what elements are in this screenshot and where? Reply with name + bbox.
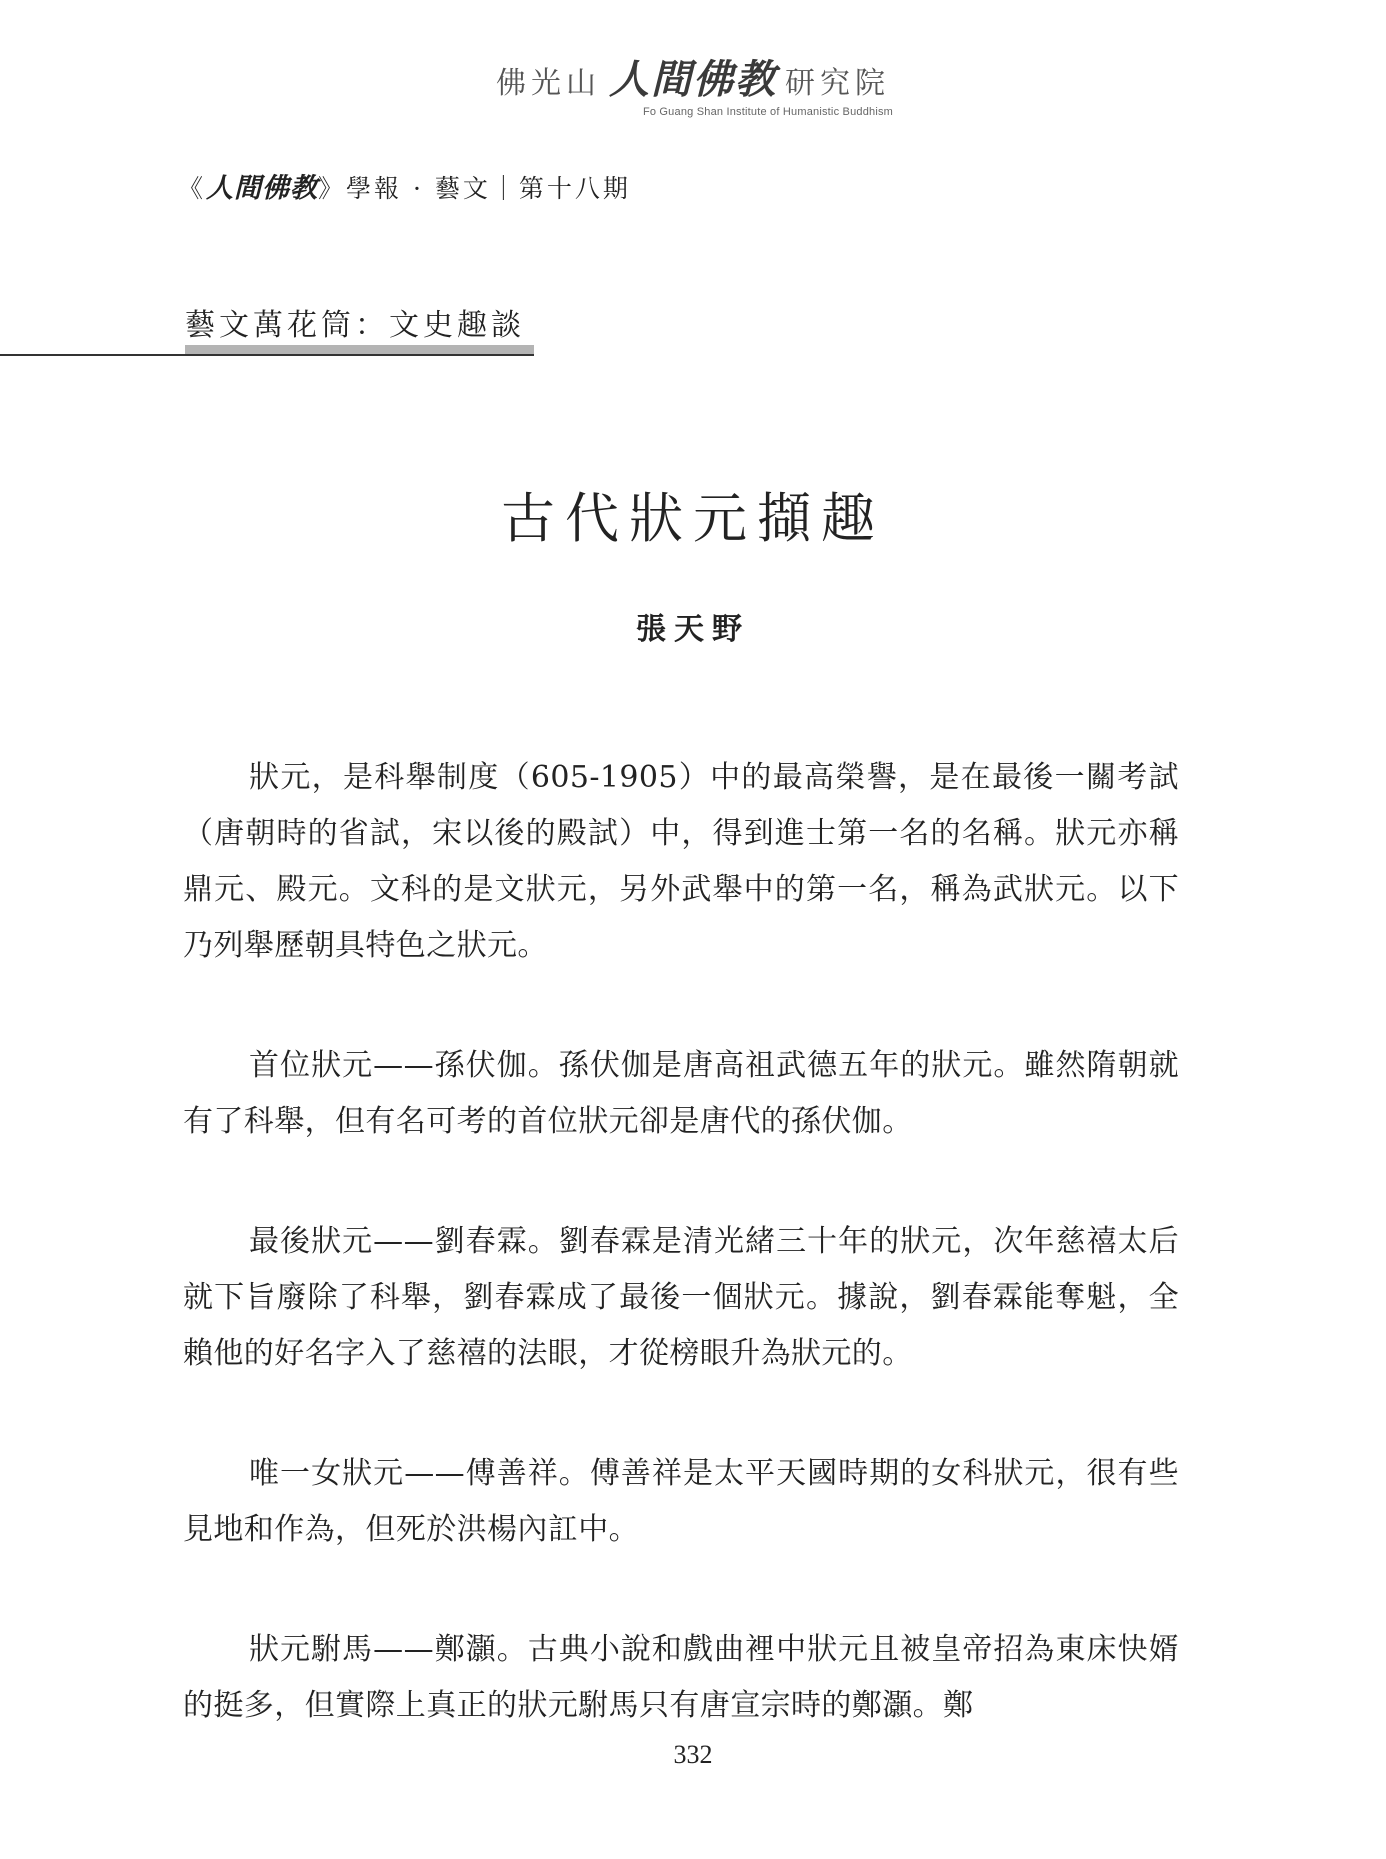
journal-logo-calligraphy: 人間佛教	[206, 173, 319, 204]
article-author: 張天野	[636, 612, 750, 647]
body-paragraph: 最後狀元——劉春霖。劉春霖是清光緒三十年的狀元，次年慈禧太后就下旨廢除了科舉，劉春霖成了最後一個狀元。據說，劉春霖能奪魁，全賴他的好名字入了慈禧的法眼，才從榜眼升為狀元的。	[183, 1224, 1179, 1371]
article-body	[183, 750, 1179, 1734]
journal-open-bracket: 《	[178, 174, 207, 203]
body-paragraph: 首位狀元——孫伏伽。孫伏伽是唐高祖武德五年的狀元。雖然隋朝就有了科舉，但有名可考的首位狀元卻是唐代的孫伏伽。	[183, 1048, 1179, 1139]
body-paragraph: 唯一女狀元——傅善祥。傅善祥是太平天國時期的女科狀元，很有些見地和作為，但死於洪楊內訌中。	[183, 1456, 1179, 1547]
section-title: 藝文萬花筒：文史趣談	[185, 308, 525, 343]
institute-name-english: Fo Guang Shan Institute of Humanistic Buddhism	[642, 106, 894, 118]
article-title: 古代狀元擷趣	[501, 487, 885, 550]
page-number: 332	[673, 1740, 713, 1769]
section-underline-rule	[0, 354, 534, 356]
journal-issue-info: 》學報 · 藝文｜第十八期	[318, 174, 631, 203]
institute-logo-calligraphy: 人間佛教	[609, 56, 777, 103]
institute-name-right: 研究院	[785, 66, 890, 101]
section-heading	[185, 300, 525, 354]
institute-name-left: 佛光山	[496, 66, 601, 101]
institute-header	[0, 56, 1386, 118]
journal-running-head	[178, 166, 631, 205]
body-paragraph: 狀元駙馬——鄭灝。古典小說和戲曲裡中狀元且被皇帝招為東床快婿的挺多，但實際上真正的狀元駙馬只有唐宣宗時的鄭灝。鄭	[183, 1632, 1179, 1723]
body-paragraph: 狀元，是科舉制度（605-1905）中的最高榮譽，是在最後一關考試（唐朝時的省試，宋以後的殿試）中，得到進士第一名的名稱。狀元亦稱鼎元、殿元。文科的是文狀元，另外武舉中的第一名，稱為武狀元。以下乃列舉歷朝具特色之狀元。	[183, 760, 1179, 963]
institute-name	[0, 56, 1386, 103]
